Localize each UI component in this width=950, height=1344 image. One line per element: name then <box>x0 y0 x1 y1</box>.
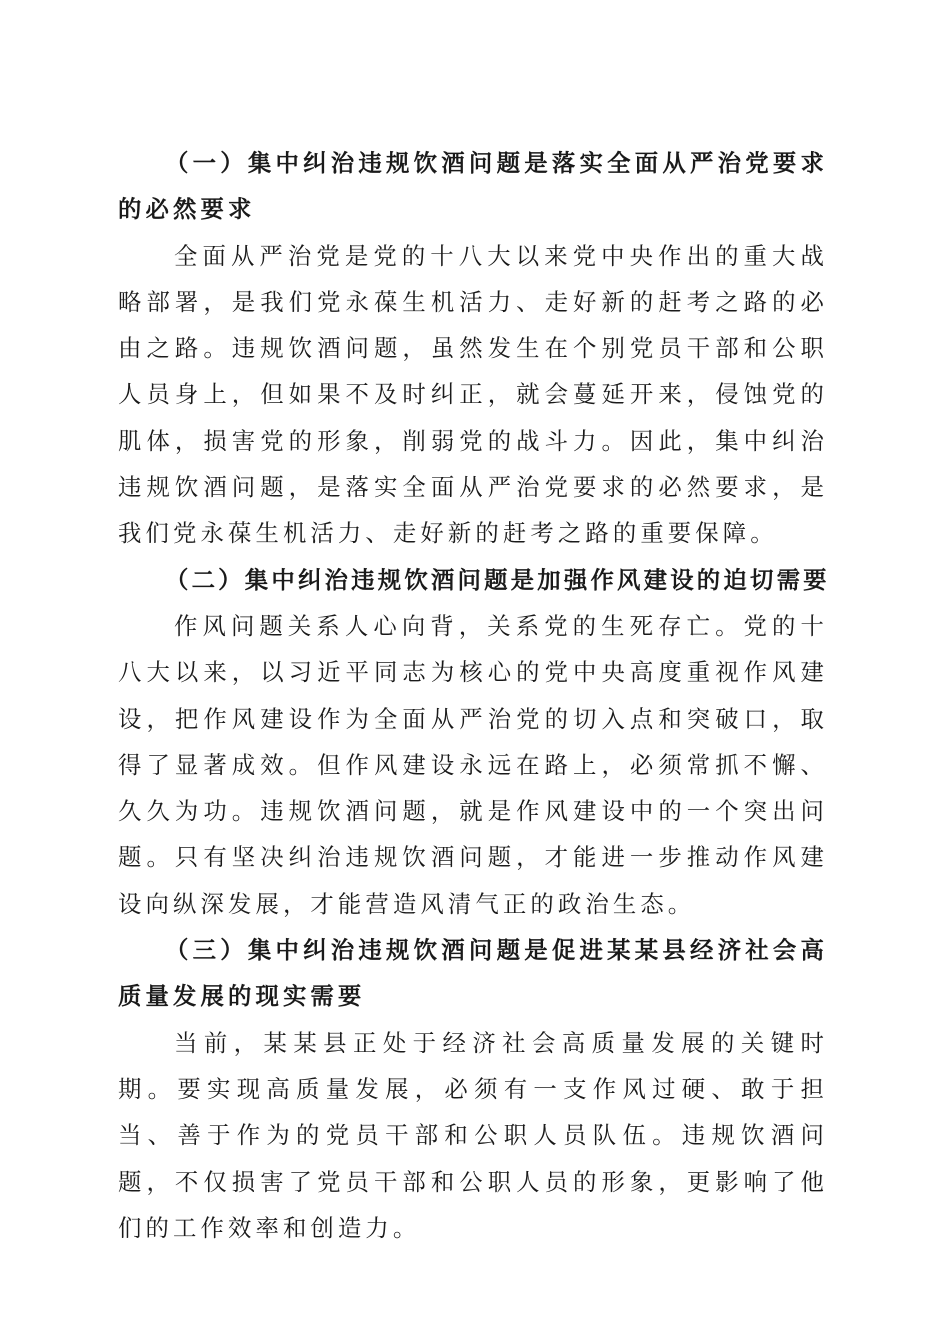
section-body-3: 当前，某某县正处于经济社会高质量发展的关键时期。要实现高质量发展，必须有一支作风过硬、敢于担当、善于作为的党员干部和公职人员队伍。违规饮酒问题，不仅损害了党员干部和公职人员的形象，更影响了他们的工作效率和创造力。 <box>118 1028 828 1242</box>
section-heading-1: （一）集中纠治违规饮酒问题是落实全面从严治党要求的必然要求 <box>118 149 828 224</box>
document-page <box>118 140 828 1251</box>
section-heading-2: （二）集中纠治违规饮酒问题是加强作风建设的迫切需要 <box>165 565 830 594</box>
section-heading-3: （三）集中纠治违规饮酒问题是促进某某县经济社会高质量发展的现实需要 <box>118 936 828 1011</box>
section-body-1: 全面从严治党是党的十八大以来党中央作出的重大战略部署，是我们党永葆生机活力、走好新的赶考之路的必由之路。违规饮酒问题，虽然发生在个别党员干部和公职人员身上，但如果不及时纠正，就会蔓延开来，侵蚀党的肌体，损害党的形象，削弱党的战斗力。因此，集中纠治违规饮酒问题，是落实全面从严治党要求的必然要求，是我们党永葆生机活力、走好新的赶考之路的重要保障。 <box>118 241 828 548</box>
section-body-2: 作风问题关系人心向背，关系党的生死存亡。党的十八大以来，以习近平同志为核心的党中央高度重视作风建设，把作风建设作为全面从严治党的切入点和突破口，取得了显著成效。但作风建设永远在路上，必须常抓不懈、久久为功。违规饮酒问题，就是作风建设中的一个突出问题。只有坚决纠治违规饮酒问题，才能进一步推动作风建设向纵深发展，才能营造风清气正的政治生态。 <box>118 611 828 918</box>
